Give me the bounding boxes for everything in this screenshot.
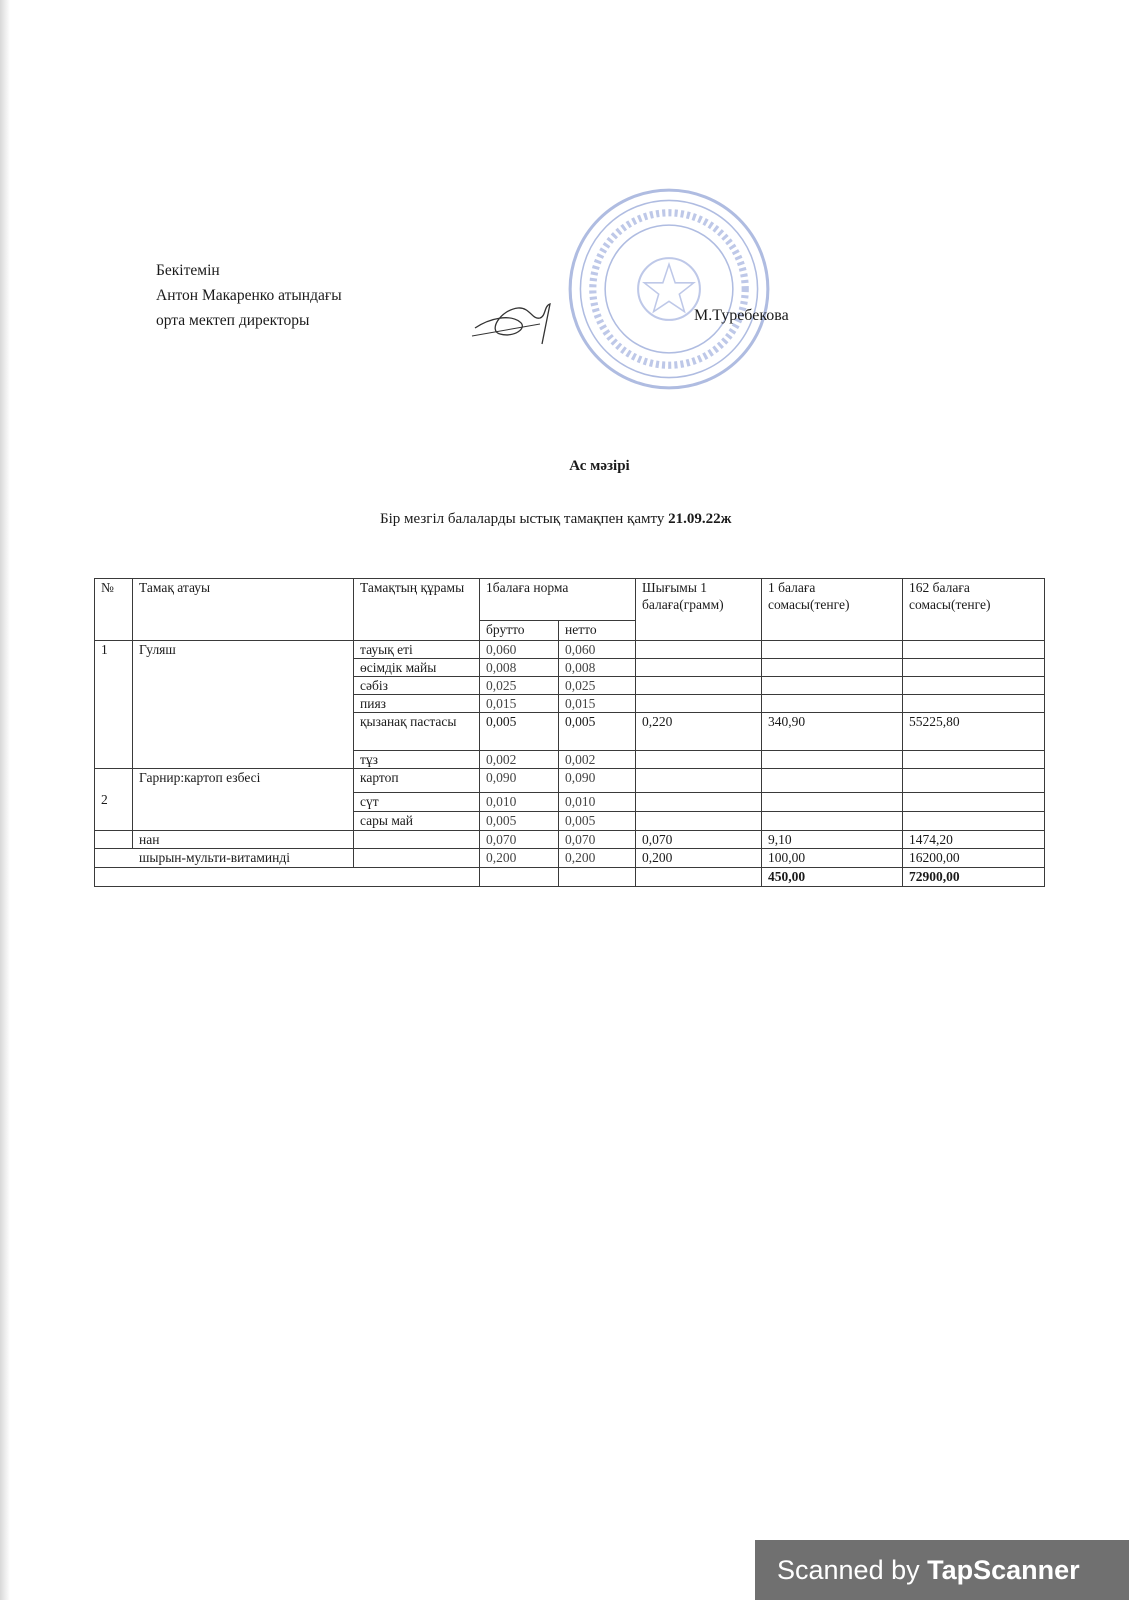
brutto-cell: 0,002 xyxy=(480,751,559,769)
dish-name: Гарнир:картоп езбесі xyxy=(133,769,354,831)
brutto-cell: 0,060 xyxy=(480,641,559,659)
output-cell xyxy=(636,751,762,769)
empty-cell xyxy=(95,831,133,849)
ingredient: тұз xyxy=(354,751,480,769)
cost-one-cell: 100,00 xyxy=(762,849,903,868)
cost-all-cell: 1474,20 xyxy=(903,831,1045,849)
ingredient: картоп xyxy=(354,769,480,793)
dish-number: 1 xyxy=(95,641,133,769)
netto-cell: 0,005 xyxy=(559,812,636,831)
output-cell xyxy=(636,812,762,831)
netto-cell: 0,005 xyxy=(559,713,636,751)
document-subtitle xyxy=(380,511,731,528)
cost-all-cell: 16200,00 xyxy=(903,849,1045,868)
netto-cell: 0,070 xyxy=(559,831,636,849)
brutto-cell: 0,015 xyxy=(480,695,559,713)
header-brutto: брутто xyxy=(480,621,559,641)
juice-name: шырын-мульти-витаминді xyxy=(95,849,354,868)
netto-cell: 0,025 xyxy=(559,677,636,695)
total-cost-all: 72900,00 xyxy=(903,868,1045,887)
output-cell: 0,200 xyxy=(636,849,762,868)
bread-name: нан xyxy=(133,831,354,849)
cost-all-cell xyxy=(903,769,1045,793)
output-cell xyxy=(636,659,762,677)
approve-line-3: орта мектеп директоры xyxy=(156,312,310,329)
brutto-cell: 0,070 xyxy=(480,831,559,849)
header-cost-all: 162 балаға сомасы(тенге) xyxy=(903,579,1045,641)
watermark-prefix: Scanned by xyxy=(777,1555,920,1585)
cost-one-cell: 9,10 xyxy=(762,831,903,849)
netto-cell: 0,015 xyxy=(559,695,636,713)
ingredient: сүт xyxy=(354,793,480,812)
director-signature xyxy=(470,298,580,346)
document-title: Ас мәзірі xyxy=(569,458,630,474)
header-num: № xyxy=(95,579,133,641)
table-row xyxy=(95,849,1045,868)
cost-one-cell xyxy=(762,769,903,793)
cost-all-cell xyxy=(903,751,1045,769)
netto-cell: 0,008 xyxy=(559,659,636,677)
brutto-cell: 0,010 xyxy=(480,793,559,812)
header-row xyxy=(95,579,1045,621)
netto-cell: 0,060 xyxy=(559,641,636,659)
brutto-cell: 0,025 xyxy=(480,677,559,695)
header-cost-one: 1 балаға сомасы(тенге) xyxy=(762,579,903,641)
ingredient: өсімдік майы xyxy=(354,659,480,677)
menu-date: 21.09.22ж xyxy=(668,511,732,527)
total-cost-one: 450,00 xyxy=(762,868,903,887)
output-cell: 0,220 xyxy=(636,713,762,751)
ingredient: пияз xyxy=(354,695,480,713)
cost-all-cell: 55225,80 xyxy=(903,713,1045,751)
empty-cell xyxy=(636,868,762,887)
netto-cell: 0,002 xyxy=(559,751,636,769)
dish-number: 2 xyxy=(95,769,133,831)
cost-all-cell xyxy=(903,641,1045,659)
cost-all-cell xyxy=(903,659,1045,677)
header-norm: 1балаға норма xyxy=(480,579,636,621)
empty-cell xyxy=(95,868,480,887)
total-row xyxy=(95,868,1045,887)
school-seal-stamp xyxy=(566,186,772,392)
cost-one-cell xyxy=(762,659,903,677)
empty-cell xyxy=(480,868,559,887)
empty-cell xyxy=(354,849,480,868)
cost-all-cell xyxy=(903,677,1045,695)
header-netto: нетто xyxy=(559,621,636,641)
netto-cell: 0,200 xyxy=(559,849,636,868)
ingredient: қызанақ пастасы xyxy=(354,713,480,751)
dish-name: Гуляш xyxy=(133,641,354,769)
netto-cell: 0,090 xyxy=(559,769,636,793)
approve-line-2: Антон Макаренко атындағы xyxy=(156,287,342,304)
brutto-cell: 0,005 xyxy=(480,713,559,751)
output-cell xyxy=(636,793,762,812)
approval-block xyxy=(156,258,342,333)
output-cell xyxy=(636,769,762,793)
cost-one-cell xyxy=(762,812,903,831)
page-edge-shadow xyxy=(0,0,10,1600)
header-dish: Тамақ атауы xyxy=(133,579,354,641)
ingredient: тауық еті xyxy=(354,641,480,659)
cost-one-cell xyxy=(762,751,903,769)
brutto-cell: 0,200 xyxy=(480,849,559,868)
cost-all-cell xyxy=(903,695,1045,713)
empty-cell xyxy=(354,831,480,849)
output-cell xyxy=(636,695,762,713)
table-row xyxy=(95,769,1045,793)
table-row xyxy=(95,641,1045,659)
cost-one-cell xyxy=(762,677,903,695)
header-output: Шығымы 1 балаға(грамм) xyxy=(636,579,762,641)
brutto-cell: 0,008 xyxy=(480,659,559,677)
netto-cell: 0,010 xyxy=(559,793,636,812)
scanner-watermark xyxy=(755,1540,1129,1600)
table-row xyxy=(95,831,1045,849)
cost-one-cell: 340,90 xyxy=(762,713,903,751)
menu-table xyxy=(94,578,1045,887)
director-name: М.Туребекова xyxy=(694,307,789,324)
cost-all-cell xyxy=(903,812,1045,831)
watermark-brand: TapScanner xyxy=(927,1555,1080,1585)
brutto-cell: 0,005 xyxy=(480,812,559,831)
output-cell xyxy=(636,677,762,695)
output-cell: 0,070 xyxy=(636,831,762,849)
output-cell xyxy=(636,641,762,659)
ingredient: сәбіз xyxy=(354,677,480,695)
approve-line-1: Бекітемін xyxy=(156,262,220,279)
cost-all-cell xyxy=(903,793,1045,812)
brutto-cell: 0,090 xyxy=(480,769,559,793)
empty-cell xyxy=(559,868,636,887)
cost-one-cell xyxy=(762,695,903,713)
cost-one-cell xyxy=(762,793,903,812)
subtitle-text: Бір мезгіл балаларды ыстық тамақпен қамту xyxy=(380,511,665,527)
cost-one-cell xyxy=(762,641,903,659)
header-composition: Тамақтың құрамы xyxy=(354,579,480,641)
ingredient: сары май xyxy=(354,812,480,831)
